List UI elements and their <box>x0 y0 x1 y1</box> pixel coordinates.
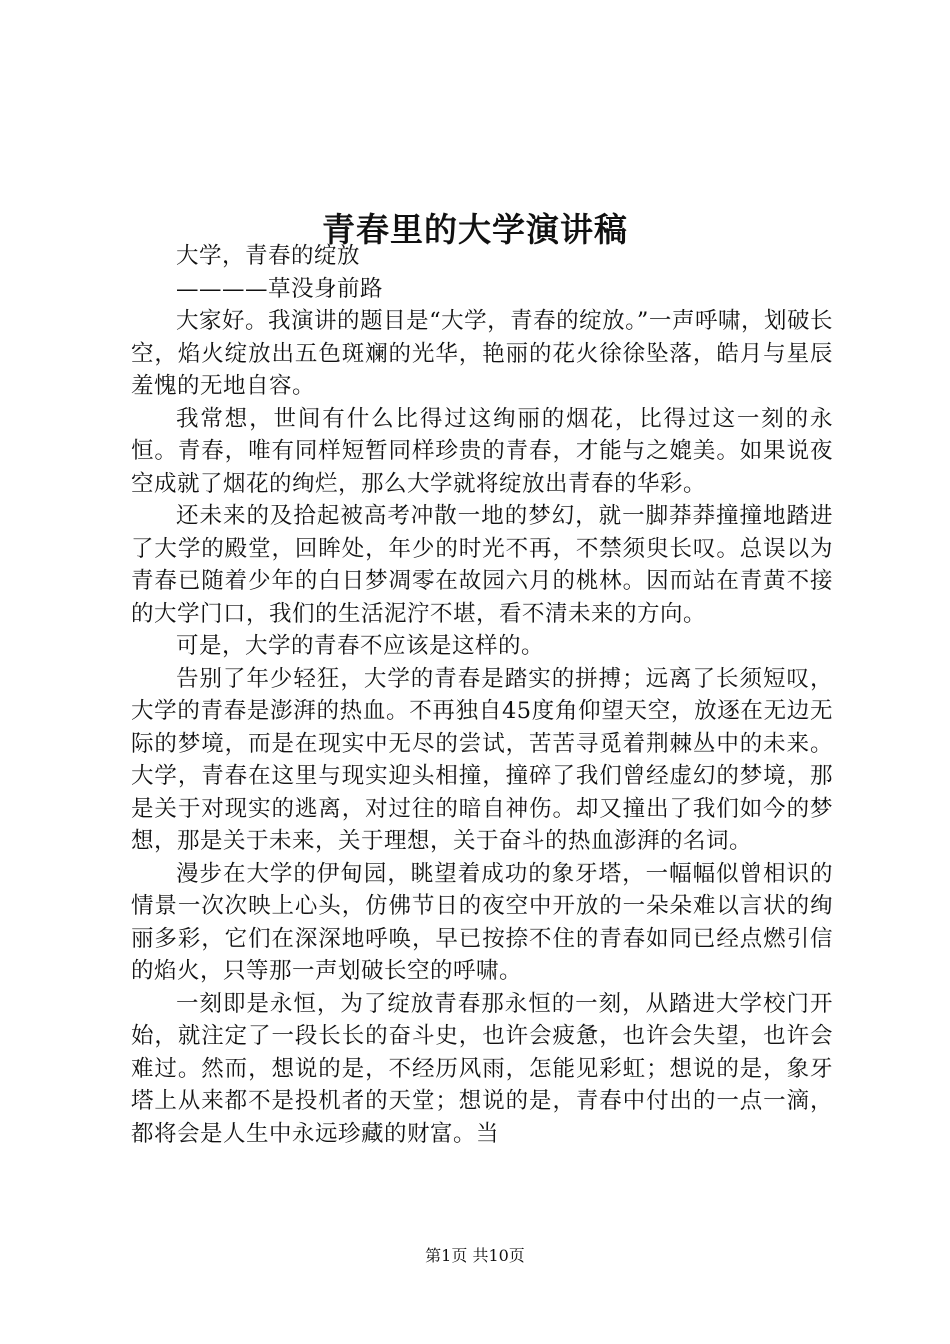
subtitle-line: 大学，青春的绽放 <box>176 243 361 269</box>
paragraph: 可是，大学的青春不应该是这样的。 <box>176 633 545 659</box>
paragraph: 还未来的及拾起被高考冲散一地的梦幻，就一脚莽莽撞撞地踏进了大学的殿堂，回眸处，年少的时光不再，不禁须臾长叹。总误以为青春已随着少年的白日梦凋零在故园六月的桃林。因而站在青黄不接的大学门口，我们的生活泥泞不堪，看不清未来的方向。 <box>131 503 833 627</box>
author-line: ————草没身前路 <box>176 275 384 302</box>
paragraph: 告别了年少轻狂，大学的青春是踏实的拼搏；远离了长须短叹，大学的青春是澎湃的热血。不再独自45度角仰望天空，放逐在无边无际的梦境，而是在现实中无尽的尝试，苦苦寻觅着荆棘丛中的未来。大学，青春在这里与现实迎头相撞，撞碎了我们曾经虚幻的梦境，那是关于对现实的逃离，对过往的暗自神伤。却又撞出了我们如今的梦想，那是关于未来，关于理想，关于奋斗的热血澎湃的名词。 <box>131 665 833 854</box>
paragraph: 一刻即是永恒，为了绽放青春那永恒的一刻，从踏进大学校门开始，就注定了一段长长的奋斗史，也许会疲惫，也许会失望，也许会难过。然而，想说的是，不经历风雨，怎能见彩虹；想说的是，象牙塔上从来都不是投机者的天堂；想说的是，青春中付出的一点一滴，都将会是人生中永远珍藏的财富。当 <box>131 990 833 1147</box>
page-footer: 第1页 共10页 <box>425 1246 525 1265</box>
document-title: 青春里的大学演讲稿 <box>322 210 628 250</box>
paragraph: 漫步在大学的伊甸园，眺望着成功的象牙塔，一幅幅似曾相识的情景一次次映上心头，仿佛节日的夜空中开放的一朵朵难以言状的绚丽多彩，它们在深深地呼唤，早已按捺不住的青春如同已经点燃引信的焰火，只等那一声划破长空的呼啸。 <box>131 860 833 984</box>
paragraph: 我常想，世间有什么比得过这绚丽的烟花，比得过这一刻的永恒。青春，唯有同样短暂同样珍贵的青春，才能与之媲美。如果说夜空成就了烟花的绚烂，那么大学就将绽放出青春的华彩。 <box>131 405 833 497</box>
paragraph: 大家好。我演讲的题目是“大学，青春的绽放。”一声呼啸，划破长空，焰火绽放出五色斑斓的光华，艳丽的花火徐徐坠落，皓月与星辰羞愧的无地自容。 <box>131 308 833 399</box>
document-body <box>131 240 833 1150</box>
